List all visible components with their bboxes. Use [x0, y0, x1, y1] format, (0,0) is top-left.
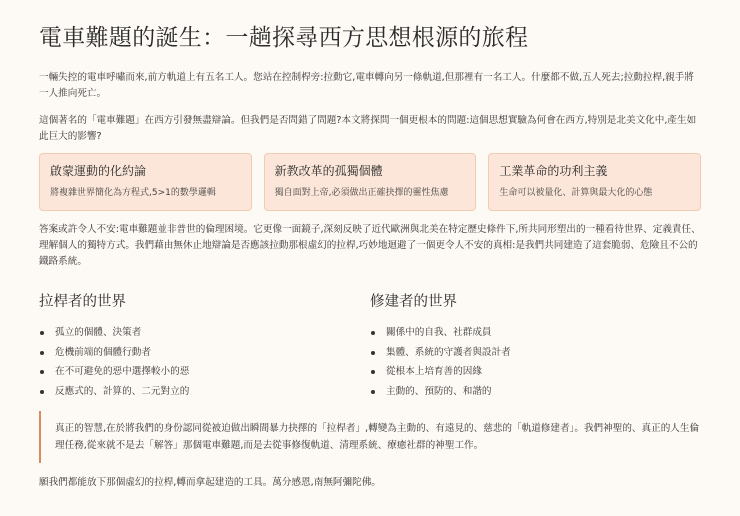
cards-row: [39, 153, 701, 211]
column-lever-puller: [39, 292, 370, 401]
list-item: 集體、系統的守護者與設計者: [370, 343, 701, 363]
card-text: 生命可以被量化、計算與最大化的心態: [499, 188, 653, 198]
list-item: 在不可避免的惡中選擇較小的惡: [39, 362, 370, 382]
card-title: 工業革命的功利主義: [499, 164, 608, 178]
card-text: 將複雜世界簡化為方程式,5>1的數學邏輯: [50, 188, 216, 198]
list-item: 關係中的自我、社群成員: [370, 323, 701, 343]
blockquote: [39, 411, 701, 463]
list-item: 孤立的個體、決策者: [39, 323, 370, 343]
intro-paragraph-1: 一輛失控的電車呼嘯而來,前方軌道上有五名工人。您站在控制桿旁:拉動它,電車轉向另一條軌道,但那裡有一名工人。什麼都不做,五人死去;拉動拉桿,親手將一人推向死亡。: [39, 72, 694, 99]
page-title: 電車難題的誕生：一趟探尋西方思想根源的旅程: [39, 25, 529, 51]
card-enlightenment: [39, 153, 252, 211]
card-title: 啟蒙運動的化約論: [50, 164, 147, 178]
card-title: 新教改革的孤獨個體: [274, 164, 383, 178]
column-title: 修建者的世界: [370, 294, 457, 310]
bullet-list: [370, 323, 701, 401]
card-reformation: [264, 153, 477, 211]
list-item: 從根本上培育善的因緣: [370, 362, 701, 382]
card-text: 獨自面對上帝,必須做出正確抉擇的靈性焦慮: [274, 188, 449, 198]
card-industrial: [488, 153, 701, 211]
closing-paragraph: 願我們都能放下那個虛幻的拉桿,轉而拿起建造的工具。萬分感恩,南無阿彌陀佛。: [39, 477, 381, 488]
list-item: 反應式的、計算的、二元對立的: [39, 382, 370, 402]
intro-paragraph-2: 這個著名的「電車難題」在西方引發無盡辯論。但我們是否問錯了問題?本文將探問一個更根本的問題:這個思想實驗為何會在西方,特別是北美文化中,產生如此巨大的影響?: [39, 115, 697, 142]
comparison-columns: [39, 292, 701, 401]
body-paragraph: 答案或許令人不安:電車難題並非普世的倫理困境。它更像一面鏡子,深刻反映了近代歐洲與北美在特定歷史條件下,所共同形塑出的一種看待世界、定義責任、理解個人的獨特方式。我們藉由無休止地辯論是否應該拉動那根虛幻的拉桿,巧妙地迴避了一個更令人不安的真相:是我們共同建造了這套脆弱、危險且不公的鐵路系統。: [39, 224, 701, 267]
column-title: 拉桿者的世界: [39, 294, 126, 310]
list-item: 主動的、預防的、和諧的: [370, 382, 701, 402]
list-item: 危機前端的個體行動者: [39, 343, 370, 363]
bullet-list: [39, 323, 370, 401]
quote-text: 真正的智慧,在於將我們的身份認同從被迫做出瞬間暴力抉擇的「拉桿者」,轉變為主動的、有遠見的、慈悲的「軌道修建者」。我們神聖的、真正的人生倫理任務,從來就不是去「解答」那個電車難題,而是去從事修復軌道、清理系統、療癒社群的神聖工作。: [55, 423, 700, 451]
column-track-builder: [370, 292, 701, 401]
